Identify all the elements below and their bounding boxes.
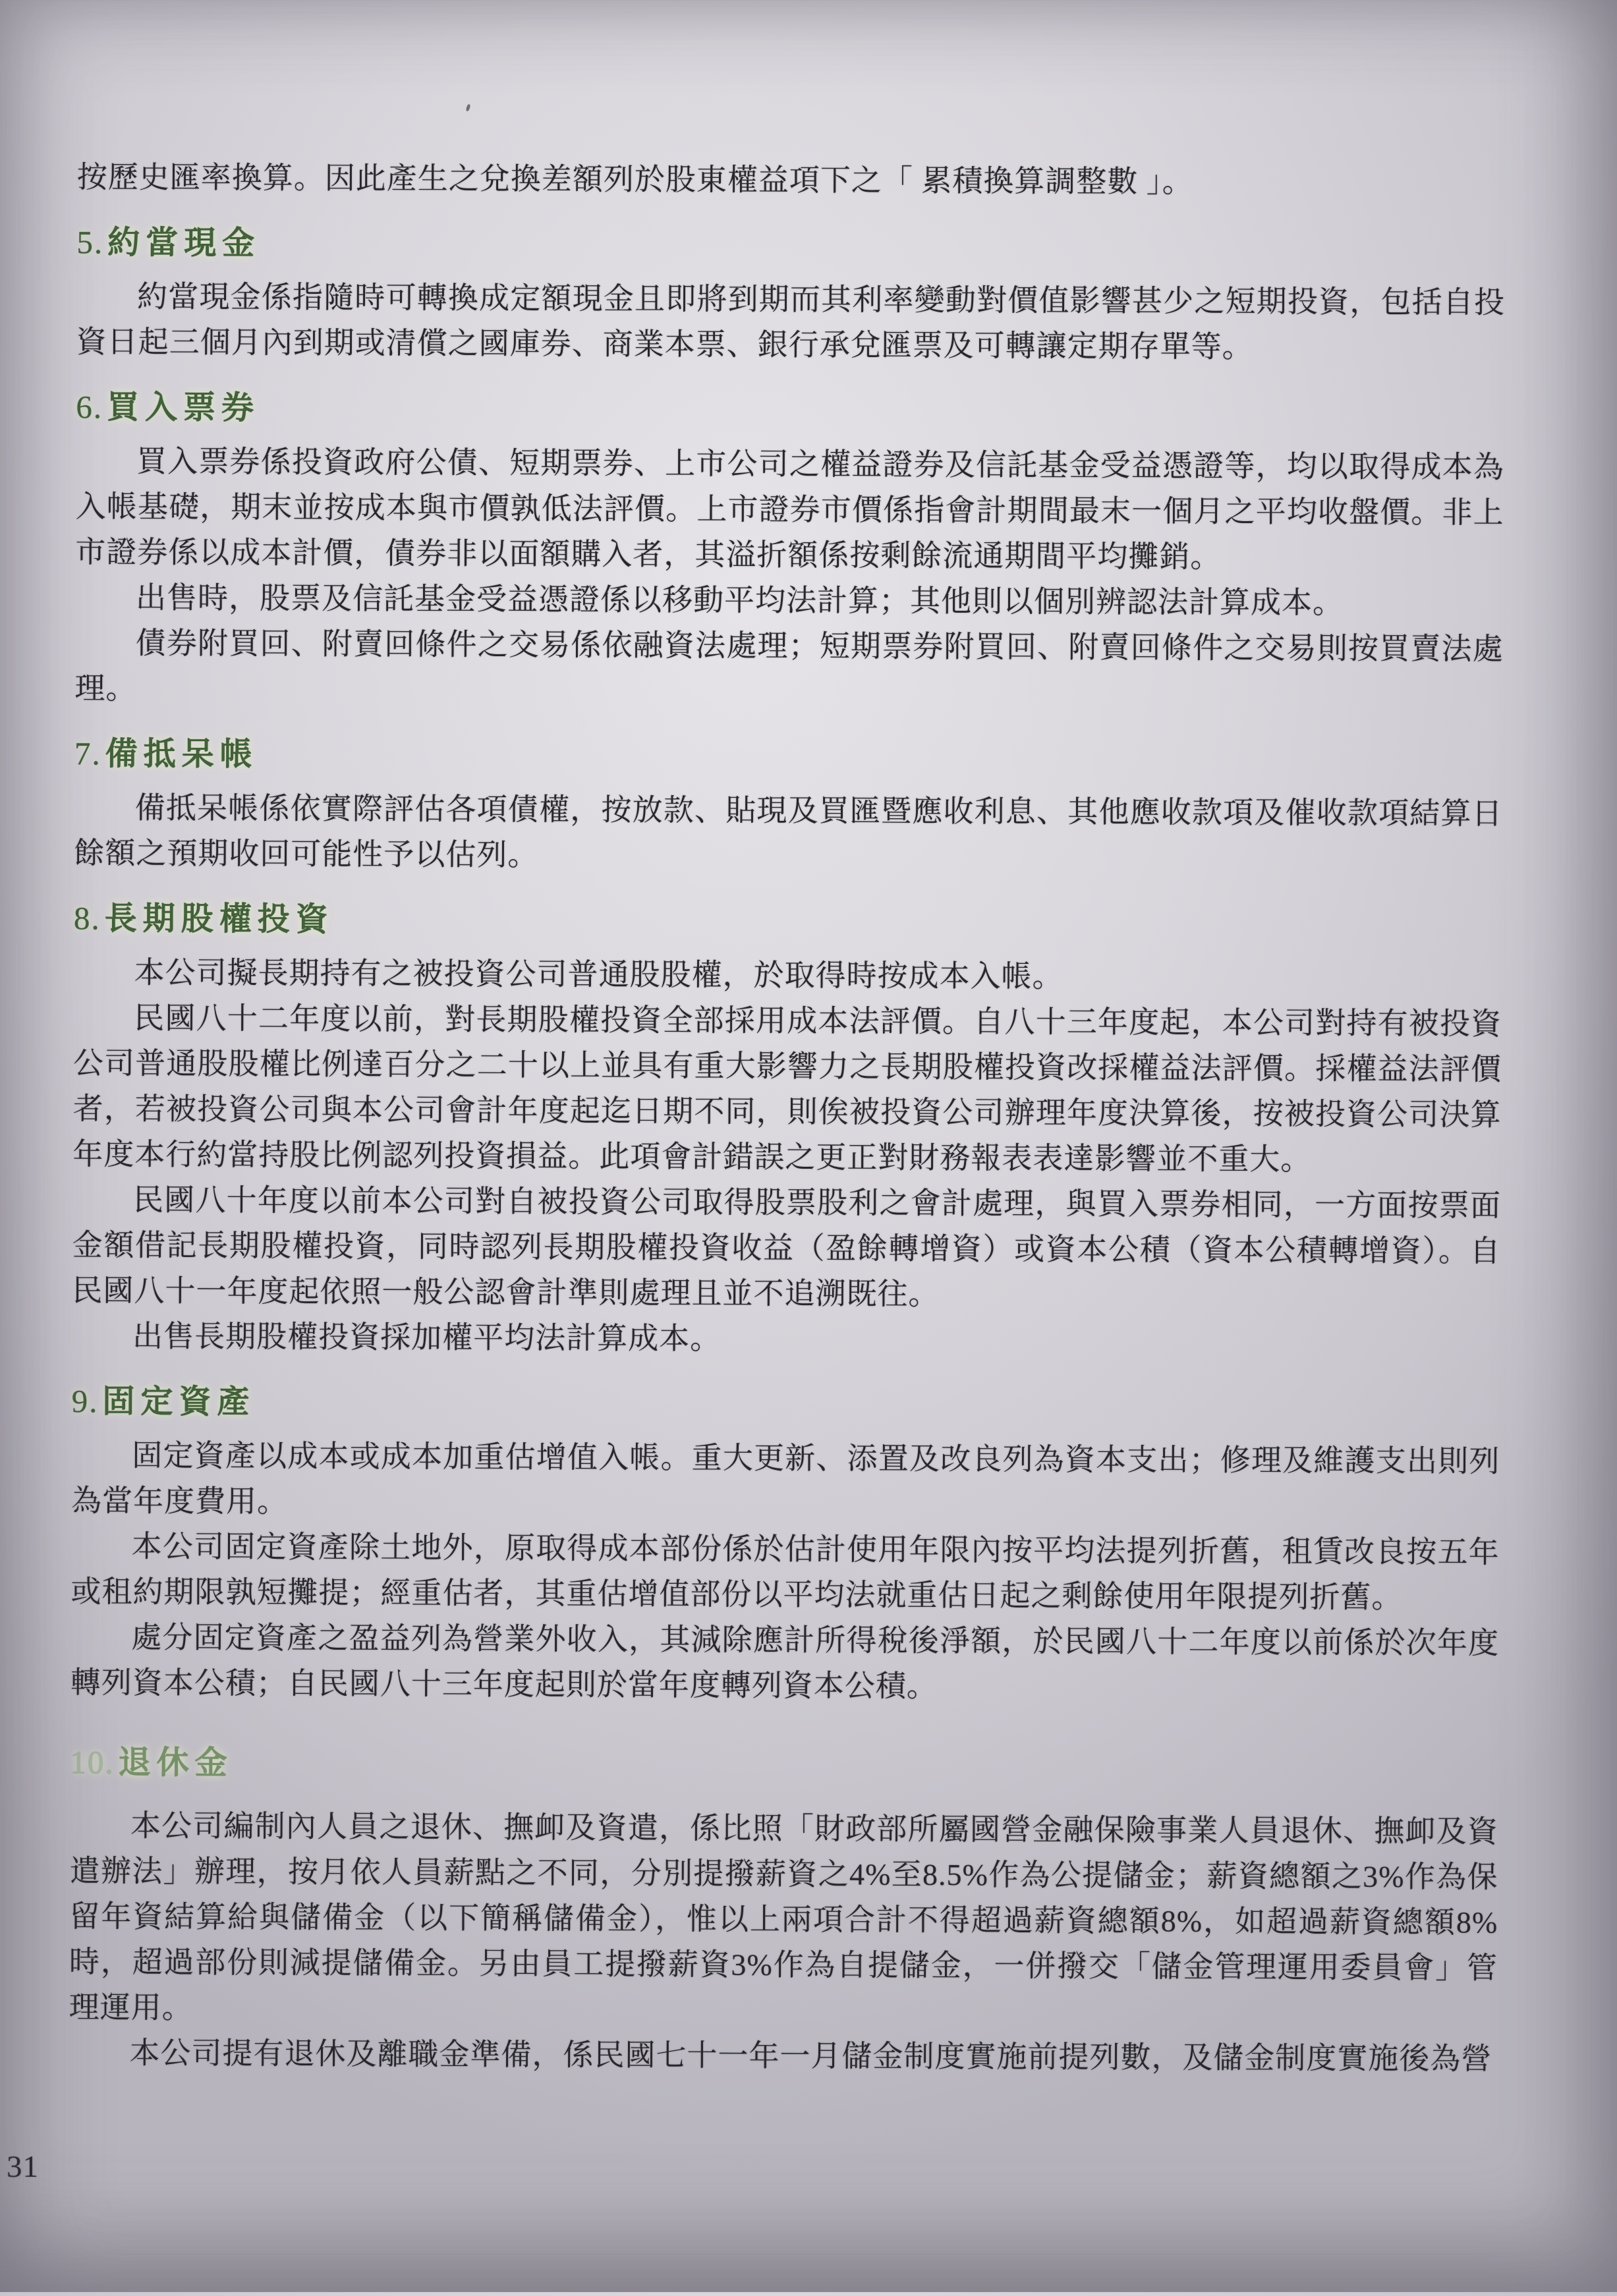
section-heading: [72, 1378, 1500, 1430]
paragraph: 本公司擬長期持有之被投資公司普通股股權，於取得時按成本入帳。: [134, 955, 1064, 994]
paragraph: 本公司提有退休及離職金準備，係民國七十一年一月儲金制度實施前提列數，及儲金制度實施後為營: [129, 2036, 1492, 2076]
page-number: 31: [7, 2150, 39, 2184]
paragraph: 債券附買回、附賣回條件之交易係依融資法處理；短期票券附買回、附賣回條件之交易則按買賣法處理。: [74, 626, 1504, 706]
text-column: [69, 154, 1506, 2081]
section-number: 9.: [71, 1383, 99, 1420]
section-heading: [76, 219, 1505, 271]
section-number: 5.: [76, 224, 104, 261]
paragraph: 民國八十年度以前本公司對自被投資公司取得股票股利之會計處理，與買入票券相同，一方面按票面金額借記長期股權投資，同時認列長期股權投資收益（盈餘轉增資）或資本公積（資本公積轉增資）。自民國八十一年度起依照一般公認會計準則處理且並不追溯既往。: [72, 1183, 1502, 1311]
section-heading: [70, 1739, 1498, 1791]
paragraph: 處分固定資產之盈益列為營業外收入，其減除應計所得稅後淨額，於民國八十二年度以前係於次年度轉列資本公積；自民國八十三年度起則於當年度轉列資本公積。: [70, 1620, 1500, 1703]
section-title: 備抵呆帳: [105, 735, 258, 773]
paragraph: 固定資產以成本或成本加重估增值入帳。重大更新、添置及改良列為資本支出；修理及維護支出則列為當年度費用。: [71, 1438, 1500, 1519]
paragraph: 民國八十二年度以前，對長期股權投資全部採用成本法評價。自八十三年度起，本公司對持有被投資公司普通股股權比例達百分之二十以上並具有重大影響力之長期股權投資改採權益法評價。採權益法評價者，若被投資公司與本公司會計年度起迄日期不同，則俟被投資公司辦理年度決算後，按被投資公司決算年度本行約當持股比例認列投資損益。此項會計錯誤之更正對財務報表表達影響並不重大。: [72, 1001, 1502, 1177]
paragraph: 出售時，股票及信託基金受益憑證係以移動平均法計算；其他則以個別辨認法計算成本。: [135, 580, 1344, 620]
paragraph: 出售長期股權投資採加權平均法計算成本。: [132, 1319, 722, 1356]
section-heading: [74, 731, 1503, 783]
paragraph: 備抵呆帳係依實際評估各項債權，按放款、貼現及買匯暨應收利息、其他應收款項及催收款項結算日餘額之預期收回可能性予以估列。: [74, 791, 1503, 872]
section-number: 10.: [70, 1744, 115, 1781]
section-number: 7.: [74, 735, 101, 772]
section-title: 長期股權投資: [104, 900, 334, 938]
section-title: 固定資產: [102, 1383, 256, 1420]
paragraph: 買入票券係投資政府公債、短期票券、上市公司之權益證券及信託基金受益憑證等，均以取得成本為入帳基礎，期末並按成本與市價孰低法評價。上市證券市價係指會計期間最末一個月之平均收盤價。非上市證券係以成本計價，債券非以面額購入者，其溢折額係按剩餘流通期間平均攤銷。: [75, 444, 1505, 574]
section-title: 買入票券: [106, 389, 260, 426]
section-heading: [76, 384, 1504, 436]
paragraph: 約當現金係指隨時可轉換成定額現金且即將到期而其利率變動對價值影響甚少之短期投資，包括自投資日起三個月內到期或清償之國庫券、商業本票、銀行承兌匯票及可轉讓定期存單等。: [76, 279, 1506, 364]
section-heading: [74, 895, 1502, 947]
paragraph: 本公司固定資產除土地外，原取得成本部份係於估計使用年限內按平均法提列折舊，租賃改良按五年或租約期限孰短攤提；經重估者，其重估增值部份以平均法就重估日起之剩餘使用年限提列折舊。: [71, 1529, 1500, 1615]
paragraph: 本公司編制內人員之退休、撫卹及資遣，係比照「財政部所屬國營金融保險事業人員退休、撫卹及資遣辦法」辦理，按月依人員薪點之不同，分別提撥薪資之4%至8.5%作為公提儲金；薪資總額之3%作為保留年資結算給與儲備金（以下簡稱儲備金），惟以上兩項合計不得超過薪資總額8%，如超過薪資總額8%時，超過部份則減提儲備金。另由員工提撥薪資3%作為自提儲金，一併撥交「儲金管理運用委員會」管理運用。: [69, 1808, 1498, 2025]
section-number: 8.: [73, 900, 101, 937]
continuation-paragraph: 按歷史匯率換算。因此產生之兌換差額列於股東權益項下之「 累積換算調整數 」。: [76, 160, 1193, 199]
sections-container: [69, 219, 1505, 2081]
section-number: 6.: [76, 389, 103, 426]
section-title: 約當現金: [107, 224, 261, 262]
section-title: 退休金: [118, 1744, 233, 1781]
